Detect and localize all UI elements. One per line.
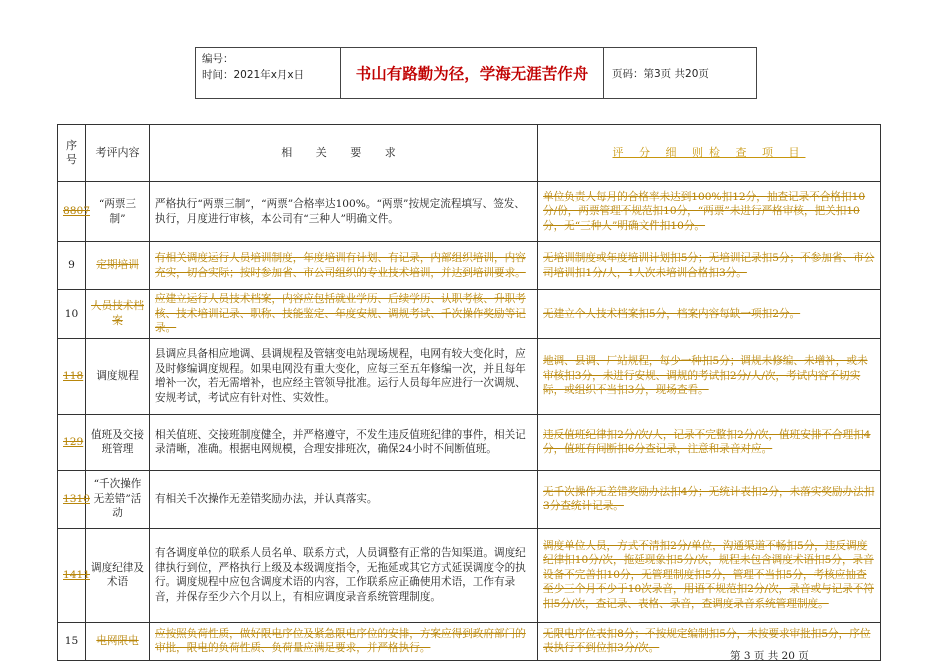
header-motto: 书山有路勤为径，学海无涯苦作舟	[341, 48, 604, 98]
evaluation-table	[57, 124, 881, 661]
row-item: “两票三制”	[86, 182, 150, 242]
table-row	[58, 528, 881, 622]
row-check: 无千次操作无差错奖励办法扣4分；无统计表扣2分，未落实奖励办法扣3分查统计记录。	[538, 470, 881, 528]
row-item: 调度纪律及术语	[86, 528, 150, 622]
row-check: 无限电序位表扣8分；不按规定编制扣5分，未按要求审批扣5分，序位表执行不到位扣3分/次。	[538, 622, 881, 660]
header-meta	[196, 48, 341, 98]
row-check: 单位负责人每月的合格率未达到100%扣12分，抽查记录不合格扣10分/份，两票管理不规范扣10分，“两票”未进行严格审核，把关扣10分，无“三种人”明确文件扣10分。	[538, 182, 881, 242]
row-item: 人员技术档案	[86, 290, 150, 339]
row-number: 15	[58, 622, 86, 660]
row-requirement: 相关值班、交接班制度健全，并严格遵守，不发生违反值班纪律的事件，相关记录清晰，准确。根据电网规模，合理安排班次，确保24小时不间断值班。	[150, 414, 538, 470]
code-label: 编号：	[202, 53, 234, 65]
row-item: 调度规程	[86, 338, 150, 414]
table-header-row	[58, 125, 881, 182]
time-label: 时间：2021年x月x日	[202, 69, 305, 81]
row-requirement: 应按照负荷性质，做好限电序位及紧急限电序位的安排，方案应得到政府部门的审批，限电的负荷性质、负荷量应满足要求，并严格执行。	[150, 622, 538, 660]
table-row	[58, 338, 881, 414]
row-check: 地调、县调、厂站规程，每少一种扣5分；调规未修编、未增补，或未审核扣3分，未进行安规、调规的考试扣2分/人/次，考试内容不切实际，或组织不当扣3分，现场查看。	[538, 338, 881, 414]
header-no: 序号	[58, 125, 86, 182]
row-number: 1411	[58, 528, 86, 622]
row-check: 无培训制度或年度培训计划扣5分；无培训记录扣5分；不参加省、市公司培训扣1分/人，1人次未培训合格扣3分。	[538, 242, 881, 290]
row-number: 9	[58, 242, 86, 290]
row-requirement: 有相关调度运行人员培训制度，年度培训有计划、有记录，内部组织培训，内容充实，切合实际；按时参加省、市公司组织的专业技术培训，并达到培训要求。	[150, 242, 538, 290]
row-number: 118	[58, 338, 86, 414]
table-row	[58, 414, 881, 470]
row-check: 违反值班纪律扣2分/次/人，记录不完整扣2分/次，值班安排不合理扣4分，值班有间断扣6分查记录，注意和录音对应。	[538, 414, 881, 470]
table-row	[58, 290, 881, 339]
header-page-number: 页码：第3页 共20页	[612, 67, 709, 80]
row-requirement: 有相关千次操作无差错奖励办法，并认真落实。	[150, 470, 538, 528]
row-requirement: 县调应具备相应地调、县调规程及管辖变电站现场规程，电网有较大变化时，应及时修编调度规程。如果电网没有重大变化，应每三至五年修编一次，并且每年增补一次，若无需增补，也应经主管领导批准。运行人员每年应进行一次调规、安规考试，考试应有针对性、实效性。	[150, 338, 538, 414]
row-requirement: 应建立运行人员技术档案，内容应包括就业学历、后续学历、认职考核、升职考核、技术培训记录、职称、技能鉴定、年度安规、调规考试、千次操作奖励等记录。	[150, 290, 538, 339]
row-check: 调度单位人员，方式不清扣2分/单位，沟通渠道不畅扣5分，违反调度纪律扣10分/次，拖延现象扣5分/次，规程未包含调度术语扣5分，录音设备不完善扣10分，无管理制度扣5分，管理不当扣5分，考核应抽查至少三个月不少于10次录音，用语不规范扣2分/次，录音或与记录不符扣5分/次，查记录、表格、录音，查调度录音系统管理制度。	[538, 528, 881, 622]
header-item: 考评内容	[86, 125, 150, 182]
table-row	[58, 182, 881, 242]
row-number: 1310	[58, 470, 86, 528]
row-item: 定期培训	[86, 242, 150, 290]
table-row	[58, 242, 881, 290]
table-row	[58, 470, 881, 528]
row-requirement: 有各调度单位的联系人员名单、联系方式，人员调整有正常的告知渠道。调度纪律执行到位，严格执行上级及本级调度指令，无拖延或其它方式延误调度令的执行。调度规程中应包含调度术语的内容，工作联系应正确使用术语，工作有录音，并保存至少六个月以上，有相应调度录音系统管理制度。	[150, 528, 538, 622]
page-header	[195, 47, 757, 99]
row-item: 电网限电	[86, 622, 150, 660]
row-item: 值班及交接班管理	[86, 414, 150, 470]
row-number: 129	[58, 414, 86, 470]
row-item: “千次操作无差错”活动	[86, 470, 150, 528]
header-requirement: 相 关 要 求	[150, 125, 538, 182]
page-footer: 第 3 页 共 20 页	[730, 650, 809, 662]
row-requirement: 严格执行“两票三制”，“两票”合格率达100%。“两票”按规定流程填写、签发、执行，月度进行审核，本公司有“三种人”明确文件。	[150, 182, 538, 242]
row-number: 8807	[58, 182, 86, 242]
row-number: 10	[58, 290, 86, 339]
header-check: 评 分 细 则检 查 项 目	[538, 125, 881, 182]
row-check: 无建立个人技术档案扣5分，档案内容每缺一项扣2分。	[538, 290, 881, 339]
